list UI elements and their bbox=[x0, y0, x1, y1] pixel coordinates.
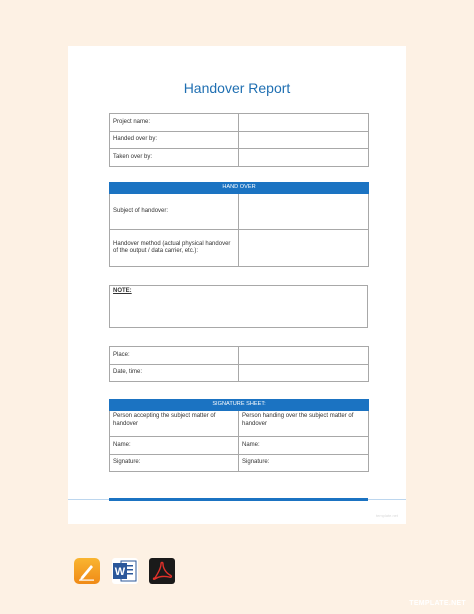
name-left-label: Name: bbox=[110, 437, 239, 455]
place-table bbox=[109, 346, 369, 382]
person-accepting-label: Person accepting the subject matter of handover bbox=[110, 411, 239, 437]
date-time-field[interactable] bbox=[239, 364, 369, 382]
name-right-label: Name: bbox=[239, 437, 369, 455]
signature-header: SIGNATURE SHEET: bbox=[110, 400, 369, 411]
project-table bbox=[109, 113, 369, 167]
place-field[interactable] bbox=[239, 347, 369, 365]
handed-over-by-field[interactable] bbox=[239, 131, 369, 149]
subject-of-handover-field[interactable] bbox=[239, 194, 369, 230]
pages-icon[interactable] bbox=[74, 558, 100, 584]
note-label: NOTE: bbox=[113, 288, 132, 294]
signature-table bbox=[109, 399, 369, 472]
person-handing-label: Person handing over the subject matter of handover bbox=[239, 411, 369, 437]
subject-of-handover-label: Subject of handover: bbox=[110, 194, 239, 230]
note-box[interactable] bbox=[109, 285, 368, 328]
word-icon[interactable] bbox=[112, 558, 138, 584]
handover-method-label: Handover method (actual physical handover of the output / data carrier, etc.): bbox=[110, 230, 239, 267]
signature-right-label: Signature: bbox=[239, 454, 369, 472]
footer-accent-bar bbox=[109, 498, 368, 501]
handover-table bbox=[109, 182, 369, 267]
brand-watermark: TEMPLATE.NET bbox=[409, 600, 466, 607]
signature-left-label: Signature: bbox=[110, 454, 239, 472]
handover-method-field[interactable] bbox=[239, 230, 369, 267]
date-time-label: Date, time: bbox=[110, 364, 239, 382]
project-name-field[interactable] bbox=[239, 114, 369, 132]
footer-watermark: template.net bbox=[375, 513, 398, 518]
taken-over-by-label: Taken over by: bbox=[110, 149, 239, 167]
document-title: Handover Report bbox=[183, 80, 291, 96]
pdf-icon[interactable] bbox=[149, 558, 175, 584]
place-label: Place: bbox=[110, 347, 239, 365]
handed-over-by-label: Handed over by: bbox=[110, 131, 239, 149]
taken-over-by-field[interactable] bbox=[239, 149, 369, 167]
document-page bbox=[68, 46, 406, 524]
handover-header: HAND OVER bbox=[110, 183, 369, 194]
svg-text:W: W bbox=[114, 566, 126, 578]
project-name-label: Project name: bbox=[110, 114, 239, 132]
